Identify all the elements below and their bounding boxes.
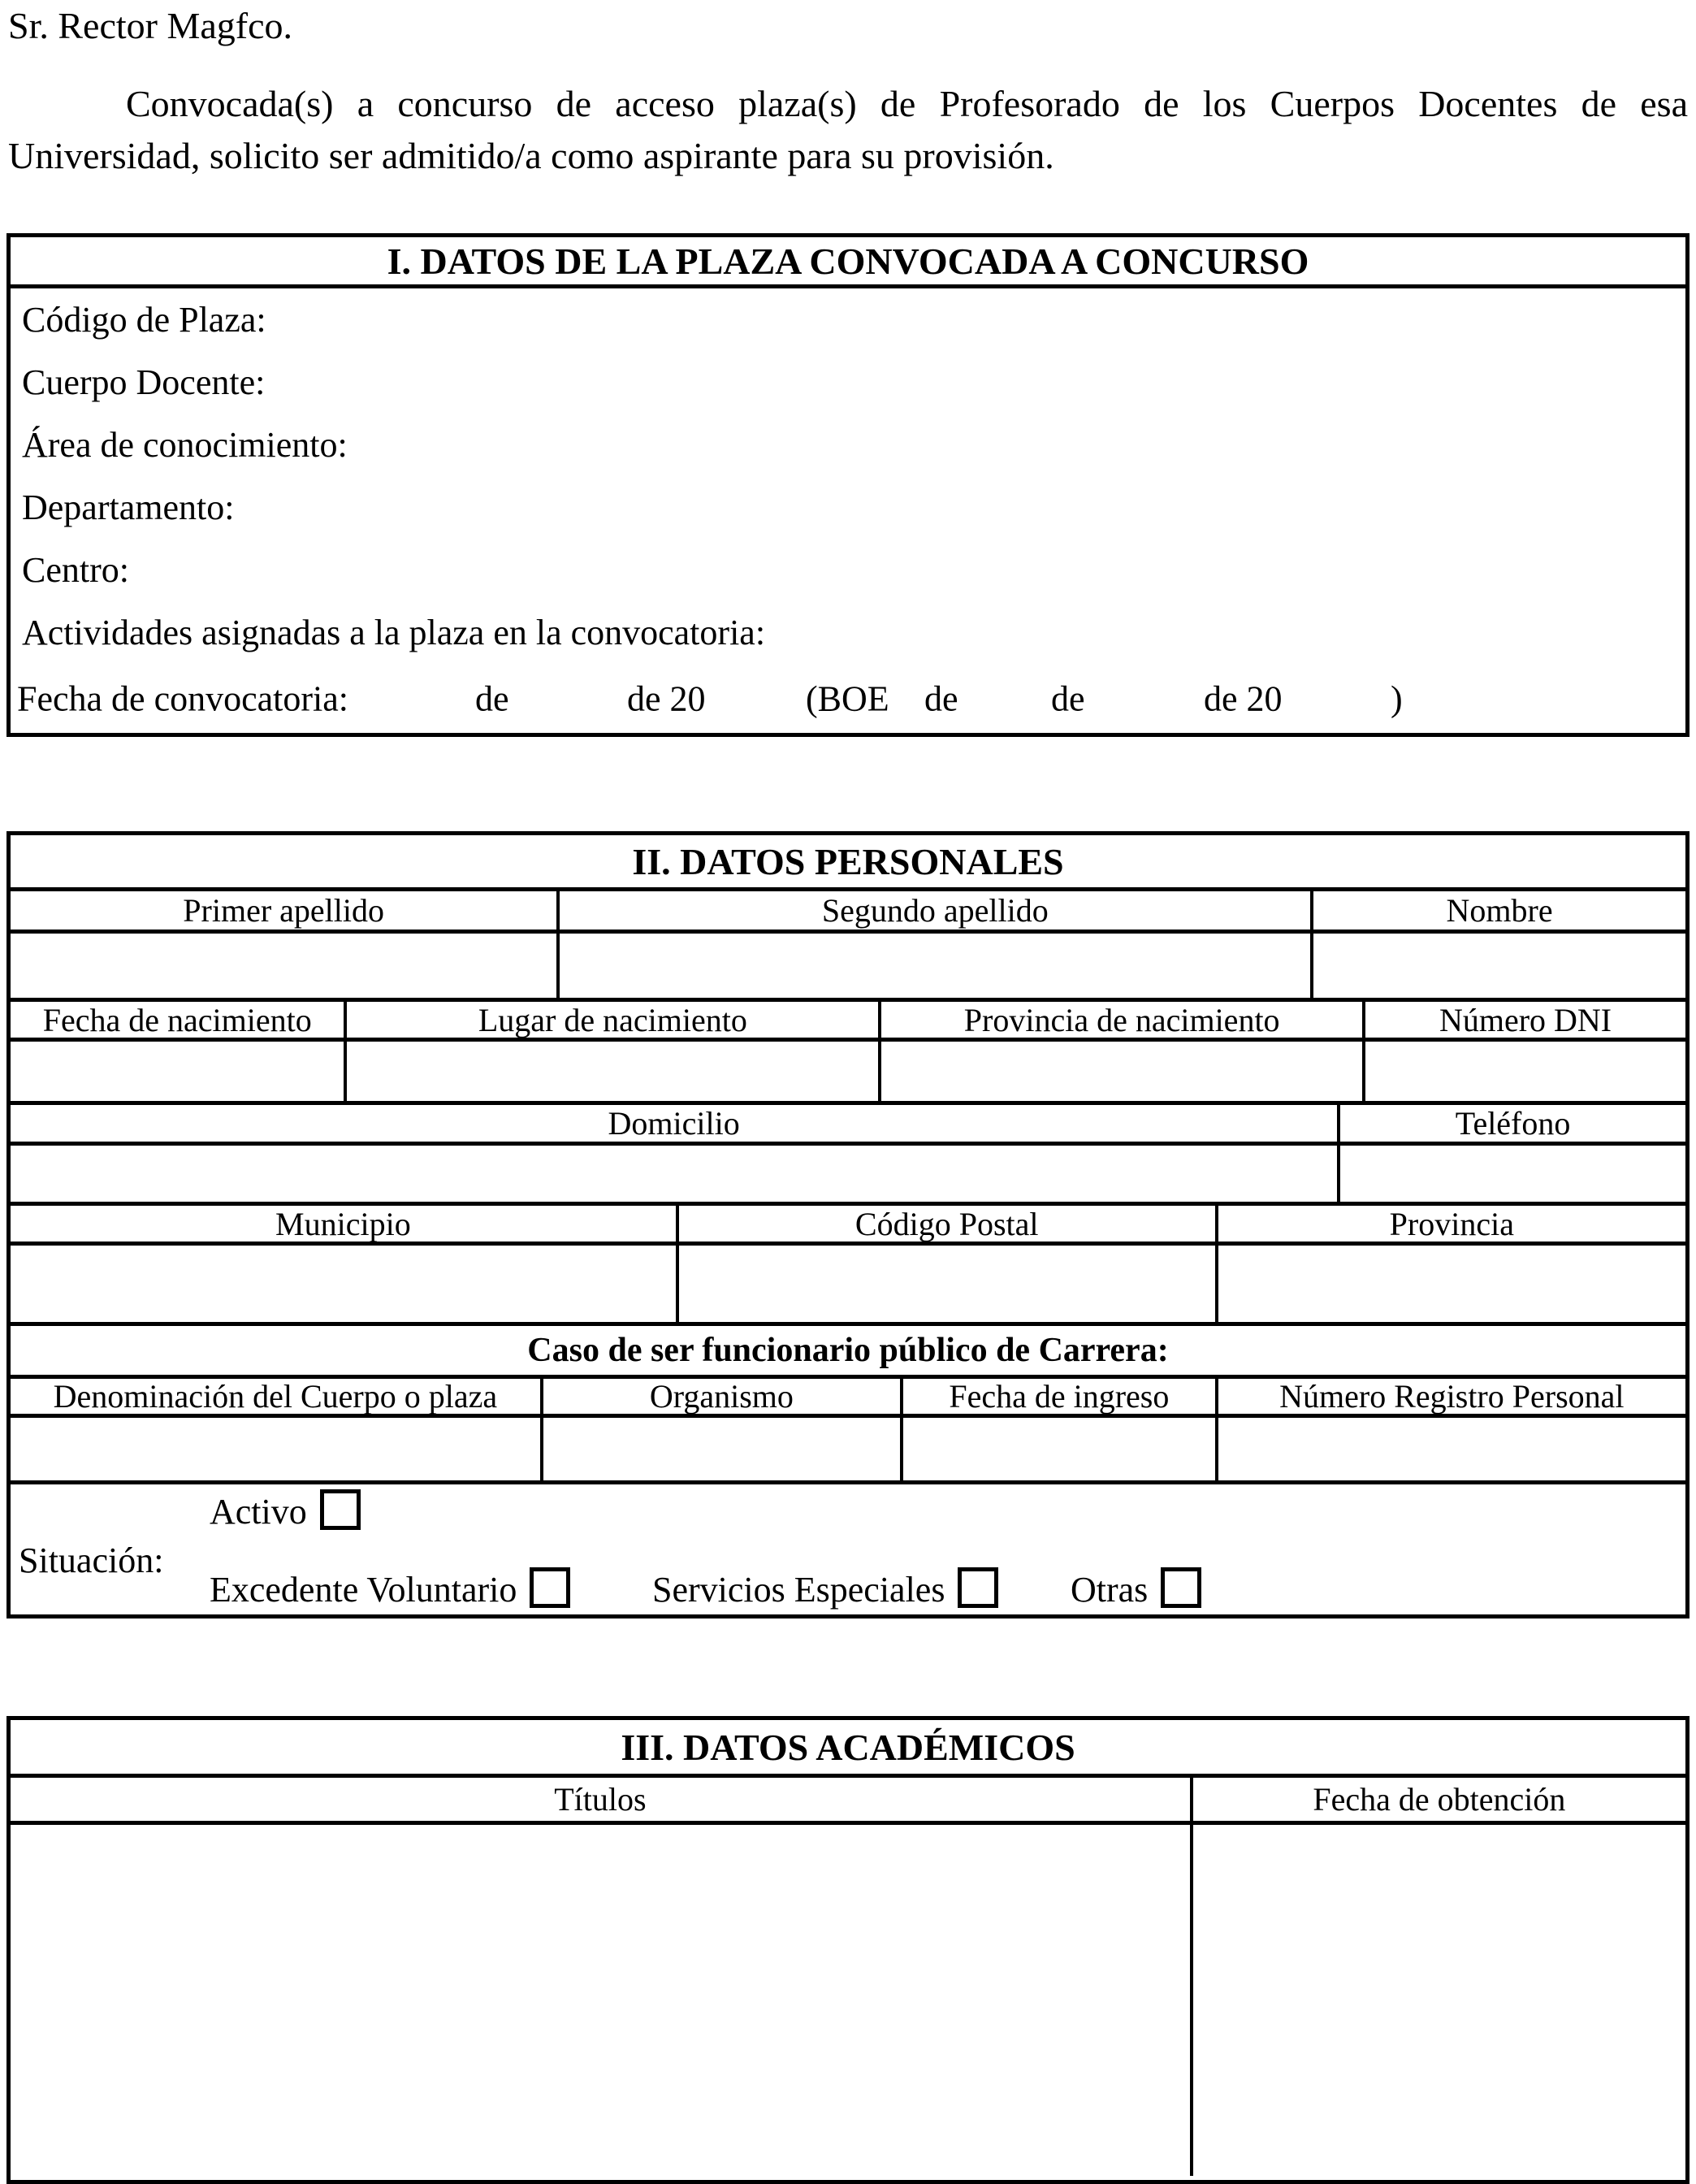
input-segundo-apellido[interactable] [560,934,1313,998]
col-header-provincia-nacimiento: Provincia de nacimiento [881,1002,1365,1038]
section1-plaza-table [6,233,1690,737]
input-fecha-ingreso[interactable] [903,1418,1218,1480]
row-titulos-header [11,1778,1685,1825]
situacion-activo-line [210,1489,361,1532]
col-header-codigo-postal: Código Postal [679,1206,1218,1242]
row-municipio-header [11,1206,1685,1246]
section3-title: III. DATOS ACADÉMICOS [11,1720,1685,1778]
col-header-fecha-nacimiento: Fecha de nacimiento [11,1002,347,1038]
col-header-fecha-ingreso: Fecha de ingreso [903,1379,1218,1414]
excedente-voluntario-label: Excedente Voluntario [210,1570,517,1610]
servicios-especiales-label: Servicios Especiales [652,1570,945,1610]
activo-label: Activo [210,1492,307,1532]
input-telefono[interactable] [1340,1146,1685,1202]
row-funcionario-header [11,1379,1685,1418]
row-municipio-inputs [11,1246,1685,1326]
checkbox-otras[interactable] [1161,1567,1201,1608]
input-fecha-nacimiento[interactable] [11,1042,347,1101]
col-header-telefono: Teléfono [1455,1105,1571,1142]
input-primer-apellido[interactable] [11,934,560,998]
col-header-municipio: Municipio [11,1206,679,1242]
field-label-codigo-plaza: Código de Plaza: [22,300,266,340]
col-header-provincia: Provincia [1389,1206,1514,1242]
fecha-de-1: de [475,678,509,718]
field-label-actividades: Actividades asignadas a la plaza en la convocatoria: [22,613,766,652]
input-denominacion-cuerpo[interactable] [11,1418,543,1480]
col-header-denominacion-cuerpo: Denominación del Cuerpo o plaza [11,1379,543,1414]
row-domicilio-header [11,1105,1685,1146]
fecha-de-20-2: de 20 [1204,678,1283,718]
row-titulos-inputs [11,1825,1685,2176]
intro-paragraph: Convocada(s) a concurso de acceso plaza(s) de Profesorado de los Cuerpos Docentes de esa Universidad, solicito ser admitido/a como aspirante para su provisión. [8,83,1688,176]
situacion-options-line [11,1567,1685,1613]
col-header-nombre: Nombre [1446,892,1553,929]
field-label-centro: Centro: [22,550,129,590]
input-provincia-nacimiento[interactable] [881,1042,1365,1101]
col-header-primer-apellido: Primer apellido [11,891,560,930]
col-header-titulos: Títulos [11,1778,1193,1821]
section2-title: II. DATOS PERSONALES [11,835,1685,891]
fecha-de-2: de [924,678,958,718]
situacion-label: Situación: [19,1540,164,1580]
section3-academicos-table [6,1716,1690,2184]
otras-option [1071,1567,1201,1610]
col-header-organismo: Organismo [543,1379,903,1414]
fecha-convocatoria-label: Fecha de convocatoria: [17,678,349,718]
checkbox-servicios-especiales[interactable] [958,1567,998,1608]
input-numero-dni[interactable] [1365,1042,1685,1101]
col-header-lugar-nacimiento: Lugar de nacimiento [347,1002,881,1038]
checkbox-activo[interactable] [320,1489,361,1530]
col-header-domicilio: Domicilio [11,1105,1340,1142]
fecha-boe-label: (BOE [806,678,889,718]
col-header-segundo-apellido: Segundo apellido [560,891,1313,930]
row-domicilio-inputs [11,1146,1685,1206]
field-label-departamento: Departamento: [22,488,235,527]
input-titulos[interactable] [11,1825,1193,2176]
otras-label: Otras [1071,1570,1149,1610]
input-codigo-postal[interactable] [679,1246,1218,1322]
checkbox-excedente-voluntario[interactable] [530,1567,570,1608]
input-nombre[interactable] [1313,934,1685,998]
servicios-especiales-option [652,1567,998,1610]
field-label-cuerpo-docente: Cuerpo Docente: [22,362,266,402]
row-apellidos-inputs [11,934,1685,1002]
salutation: Sr. Rector Magfco. [8,5,293,46]
fecha-de-20-1: de 20 [627,678,706,718]
row-nacimiento-inputs [11,1042,1685,1105]
field-label-area-conocimiento: Área de conocimiento: [22,425,348,465]
input-municipio[interactable] [11,1246,679,1322]
fecha-close-paren: ) [1391,678,1403,718]
col-header-fecha-obtencion: Fecha de obtención [1313,1781,1566,1818]
row-apellidos-header [11,891,1685,934]
input-lugar-nacimiento[interactable] [347,1042,881,1101]
fecha-de-3: de [1051,678,1085,718]
input-provincia[interactable] [1218,1246,1685,1322]
excedente-voluntario-option [210,1567,570,1610]
section2-personales-table [6,831,1690,1618]
input-domicilio[interactable] [11,1146,1340,1202]
fecha-convocatoria-row [11,664,1685,733]
caso-funcionario-header: Caso de ser funcionario público de Carrera: [11,1326,1685,1379]
col-header-numero-dni: Número DNI [1439,1002,1612,1038]
row-funcionario-inputs [11,1418,1685,1484]
situacion-block [11,1484,1685,1610]
input-organismo[interactable] [543,1418,903,1480]
input-numero-registro[interactable] [1218,1418,1685,1480]
col-header-numero-registro: Número Registro Personal [1279,1379,1625,1414]
input-fecha-obtencion[interactable] [1193,1825,1685,2176]
row-nacimiento-header [11,1002,1685,1042]
section1-title: I. DATOS DE LA PLAZA CONVOCADA A CONCURSO [11,237,1685,288]
